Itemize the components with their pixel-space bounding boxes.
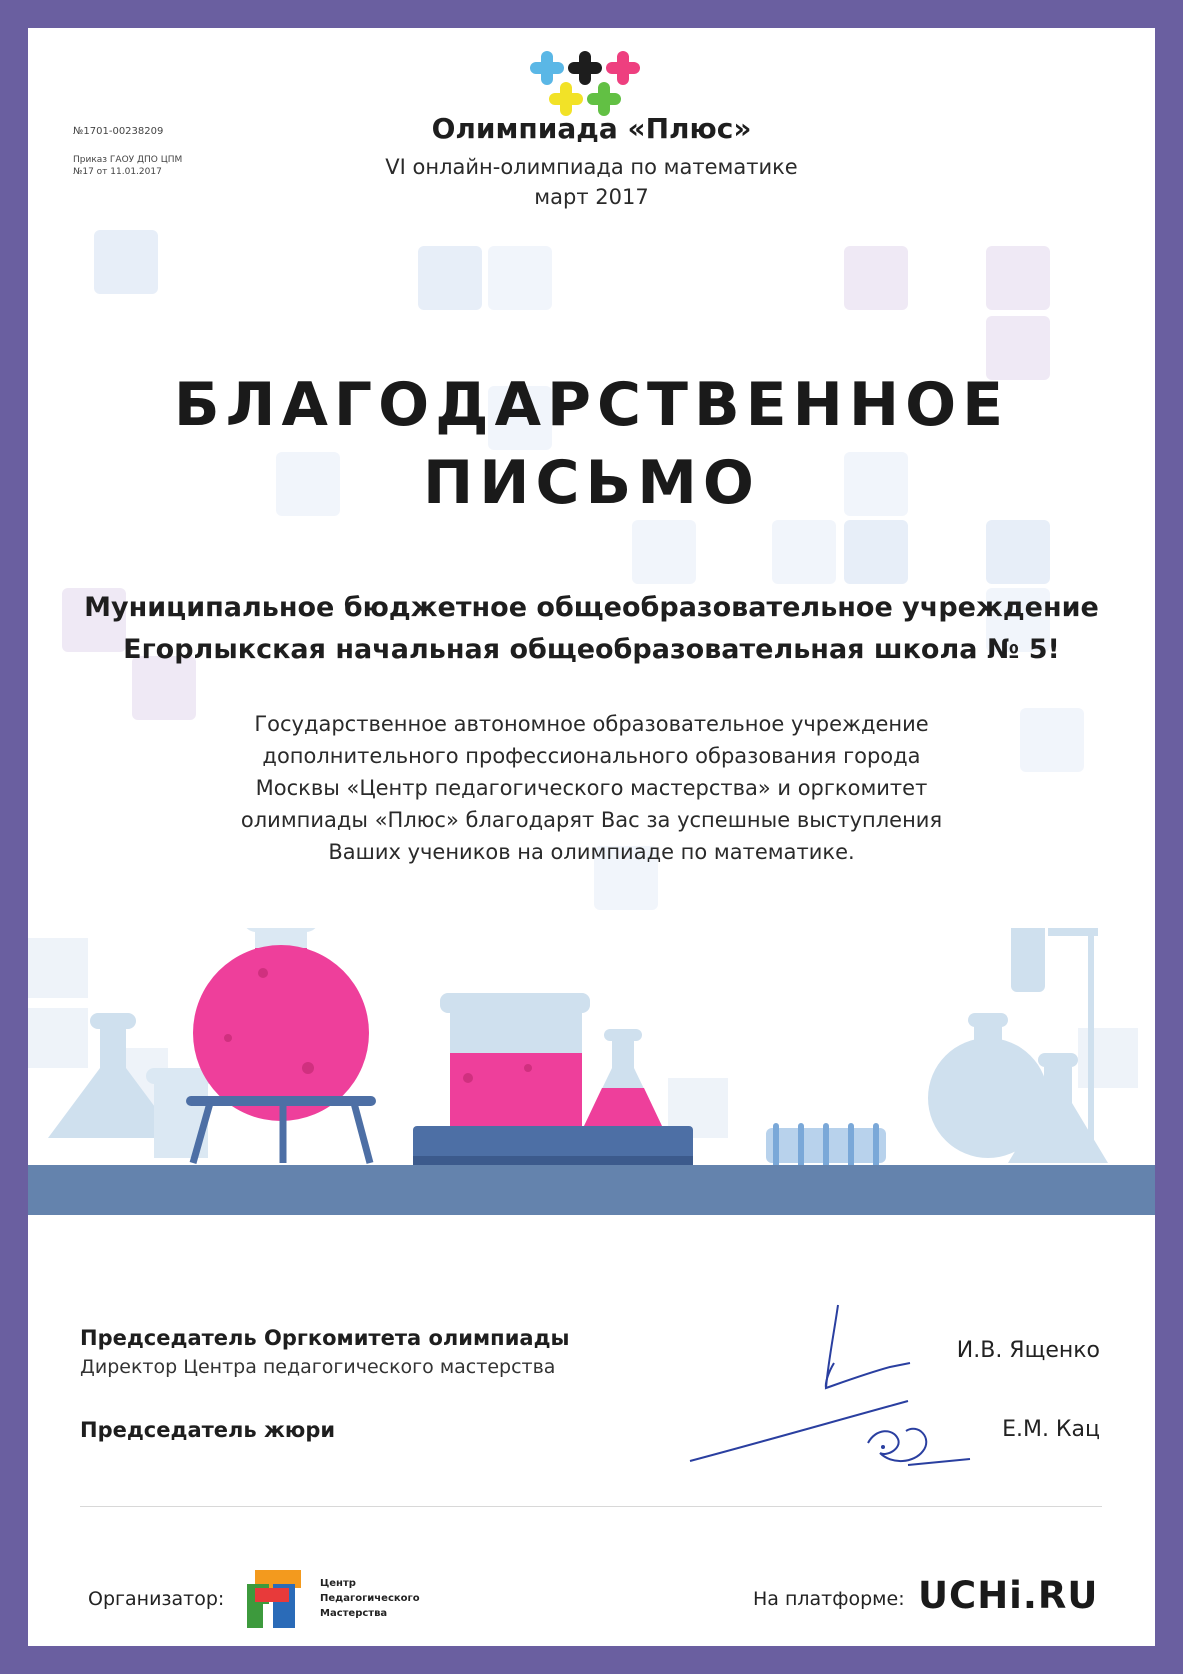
footer-divider (80, 1506, 1102, 1507)
plus-sign-pink (606, 51, 640, 85)
chairman-name: И.В. Ященко (956, 1338, 1100, 1363)
order-line: №17 от 11.01.2017 (73, 167, 162, 177)
olympiad-subtitle: VI онлайн-олимпиада по математике (385, 155, 798, 179)
lab-table (28, 1165, 1155, 1215)
body-line: Москвы «Центр педагогического мастерства» и оргкомитет (255, 776, 928, 800)
bg-square (844, 520, 908, 584)
certificate-page (28, 28, 1155, 1646)
jury-chairman-title: Председатель жюри (80, 1418, 336, 1442)
plus-sign-black (568, 51, 602, 85)
bg-square (986, 520, 1050, 584)
chairman-title: Председатель Оргкомитета олимпиады (80, 1326, 570, 1350)
plus-sign-yellow (549, 82, 583, 116)
conical-flask-icon (584, 1029, 662, 1126)
organizer-name-line: Центр (320, 1578, 356, 1589)
certificate-title: БЛАГОДАРСТВЕННОЕ (173, 370, 1010, 440)
bg-square (1020, 708, 1084, 772)
olympiad-title: Олимпиада «Плюс» (431, 112, 752, 145)
bg-square (632, 520, 696, 584)
recipient-name-line2: Егорлыкская начальная общеобразовательная школа № 5! (123, 634, 1060, 665)
plus-sign-green (587, 82, 621, 116)
body-line: Ваших учеников на олимпиаде по математике. (328, 840, 855, 864)
bg-square (488, 246, 552, 310)
hot-plate-icon (413, 1126, 693, 1166)
body-line: олимпиады «Плюс» благодарят Вас за успешные выступления (240, 808, 943, 832)
test-tubes-icon (766, 1123, 886, 1168)
platform-label: На платформе: (753, 1588, 905, 1610)
chairman-subtitle: Директор Центра педагогического мастерства (80, 1356, 556, 1378)
organizer-name (320, 1576, 470, 1621)
bg-square (132, 656, 196, 720)
certificate-body (208, 708, 975, 868)
handwritten-signatures (678, 1293, 998, 1483)
organizer-name-line: Педагогического (320, 1593, 420, 1604)
bg-square (844, 246, 908, 310)
body-line: дополнительного профессионального образования города (262, 744, 921, 768)
bg-square (94, 230, 158, 294)
tripod-stand-icon (186, 1096, 376, 1163)
certificate-title-line2: ПИСЬМО (423, 448, 760, 518)
lab-illustration (28, 928, 1155, 1298)
platform-logo: UCHi.RU (918, 1574, 1099, 1617)
order-line: Приказ ГАОУ ДПО ЦПМ (73, 155, 183, 165)
bg-square (772, 520, 836, 584)
bg-square (986, 246, 1050, 310)
olympiad-date: март 2017 (534, 185, 649, 209)
beaker-icon (440, 993, 590, 1138)
bg-square (418, 246, 482, 310)
recipient-name: Муниципальное бюджетное общеобразовательное учреждение (84, 592, 1099, 623)
registration-number: №1701-00238209 (73, 126, 164, 137)
plus-sign-blue (530, 51, 564, 85)
round-bottom-flask-icon (193, 928, 369, 1121)
cpm-logo-icon (243, 1566, 313, 1632)
jury-chairman-name: Е.М. Кац (1002, 1417, 1100, 1442)
body-line: Государственное автономное образовательное учреждение (254, 712, 929, 736)
organizer-label: Организатор: (88, 1588, 225, 1610)
organizer-name-line: Мастерства (320, 1608, 388, 1619)
